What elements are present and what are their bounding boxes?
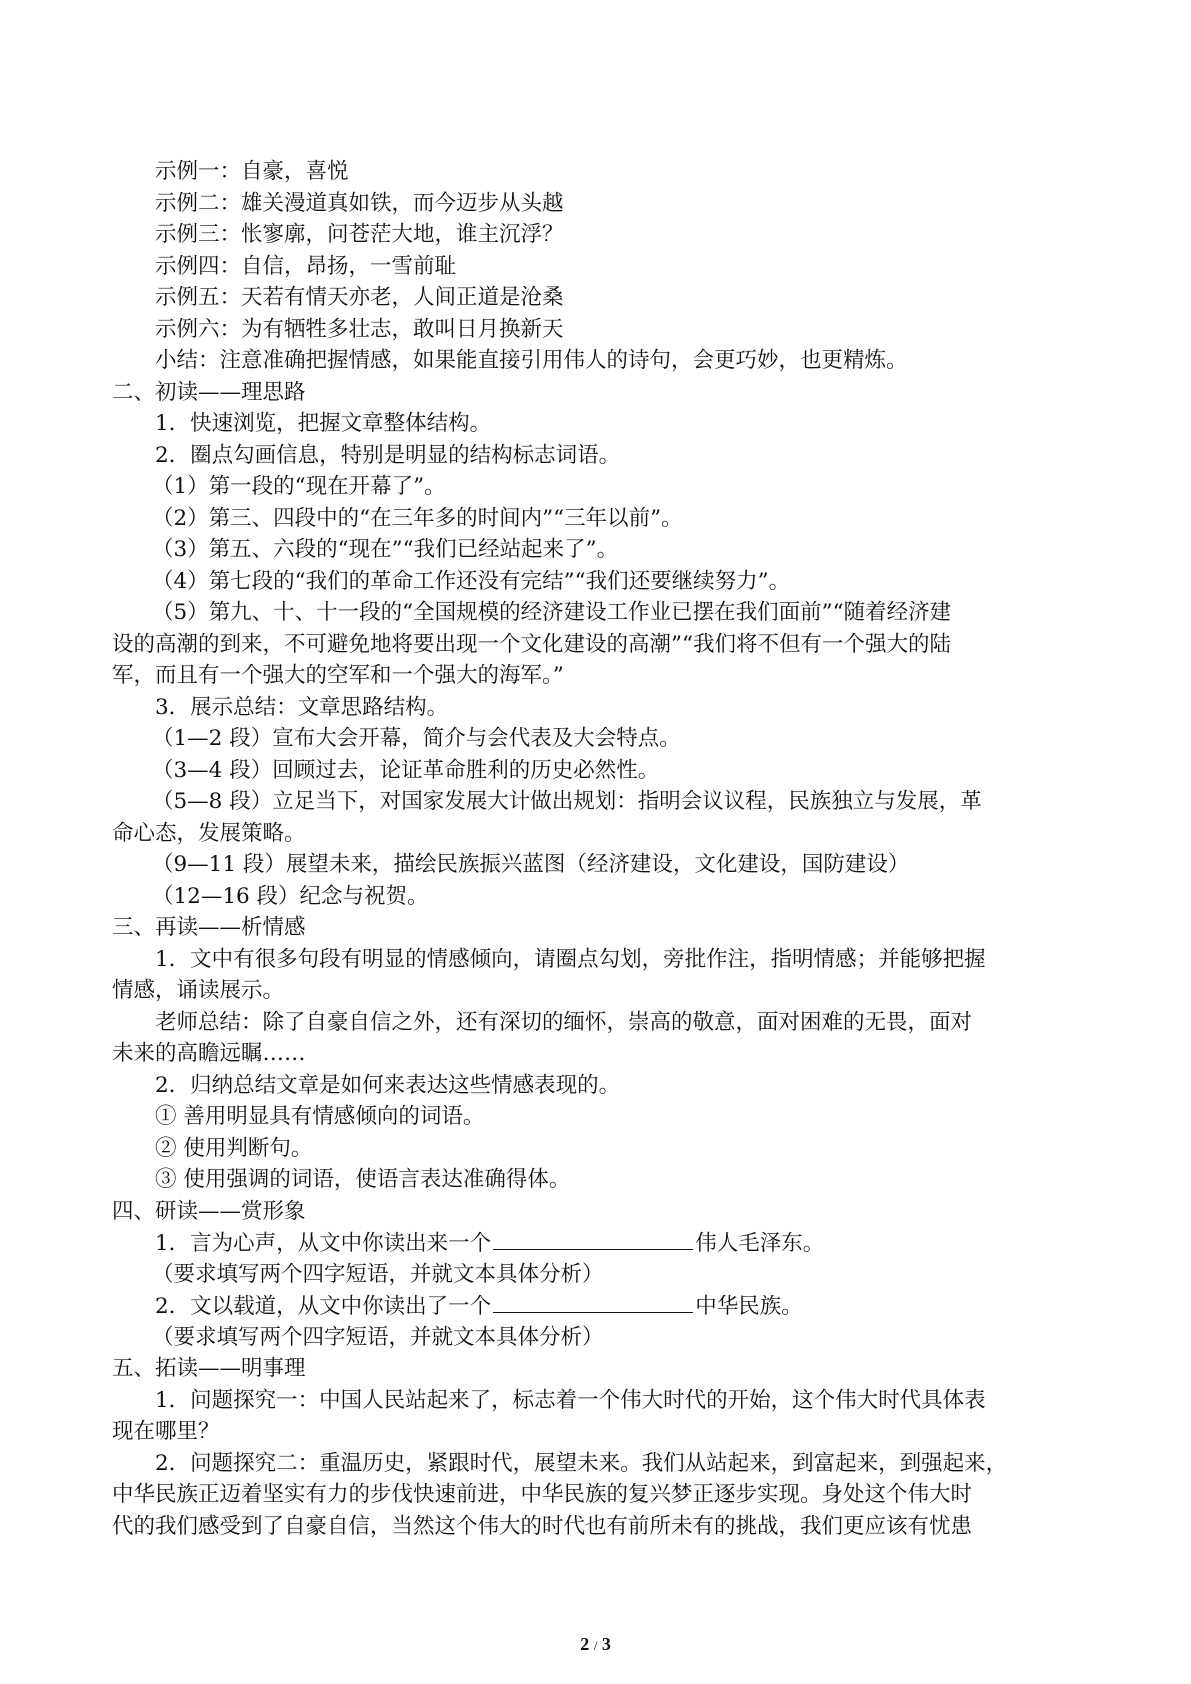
line-text: 小结：注意准确把握情感，如果能直接引用伟人的诗句，会更巧妙，也更精炼。 [155,348,908,373]
line-text: 代的我们感受到了自豪自信，当然这个伟大的时代也有前所未有的挑战，我们更应该有忧患 [112,1513,973,1539]
text-line [112,1385,1092,1417]
line-text: 3．展示总结：文章思路结构。 [155,694,449,720]
line-text: ① 善用明显具有情感倾向的词语。 [155,1104,485,1129]
line-text: （2）第三、四段中的“在三年多的时间内”“三年以前”。 [152,505,683,531]
line-text: （5）第九、十、十一段的“全国规模的经济建设工作业已摆在我们面前”“随着经济建 [152,600,952,625]
line-text: （4）第七段的“我们的革命工作还没有完结”“我们还要继续努力”。 [152,568,791,594]
text-line [112,440,1092,472]
line-text: （3）第五、六段的“现在”“我们已经站起来了”。 [152,537,619,562]
text-line [112,471,1092,503]
section-heading [112,912,1092,944]
text-line [112,1164,1092,1196]
line-text: 未来的高瞻远瞩…… [112,1041,306,1066]
line-text: ③ 使用强调的词语，使语言表达准确得体。 [155,1167,571,1192]
text-line [112,282,1092,314]
text-line [112,1038,1092,1070]
text-line [112,629,1092,661]
line-text: 军，而且有一个强大的空军和一个强大的海军。” [112,663,564,688]
text-line [112,1070,1092,1102]
current-page: 2 [580,1634,590,1654]
line-text: 2．圈点勾画信息，特别是明显的结构标志词语。 [155,442,621,468]
line-text: 1．问题探究一：中国人民站起来了，标志着一个伟大时代的开始，这个伟大时代具体表 [155,1387,986,1413]
text-line [112,1133,1092,1165]
line-text: 命心态，发展策略。 [112,820,306,846]
text-line [112,975,1092,1007]
text-line [112,1007,1092,1039]
text-line [112,692,1092,724]
line-text: 示例二：雄关漫道真如铁，而今迈步从头越 [155,190,564,216]
text-line [112,345,1092,377]
text-line [112,503,1092,535]
page-number [0,1634,1191,1655]
line-text: 示例一：自豪，喜悦 [155,159,349,184]
line-text: 三、再读——析情感 [112,915,306,940]
line-text: 五、拓读——明事理 [112,1356,306,1381]
text-line [112,849,1092,881]
text-line [112,660,1092,692]
line-text: 示例六：为有牺牲多壮志，敢叫日月换新天 [155,316,564,342]
text-line [112,881,1092,913]
section-heading [112,1196,1092,1228]
text-line [112,534,1092,566]
line-text: （5—8 段）立足当下，对国家发展大计做出规划：指明会议议程，民族独立与发展，革 [152,789,982,814]
line-text: ② 使用判断句。 [155,1135,313,1161]
text-line [112,1259,1092,1291]
text-line [112,597,1092,629]
line-text: 示例四：自信，昂扬，一雪前耻 [155,253,457,279]
line-text: 设的高潮的到来，不可避免地将要出现一个文化建设的高潮”“我们将不但有一个强大的陆 [112,631,951,657]
text-line [112,188,1092,220]
line-text-after-blank: 伟人毛泽东。 [695,1231,825,1256]
text-line [112,944,1092,976]
text-line [112,1322,1092,1354]
line-text: 示例五：天若有情天亦老，人间正道是沧桑 [155,285,564,310]
line-text: 1．言为心声，从文中你读出来一个 [155,1231,492,1256]
line-text: 1．快速浏览，把握文章整体结构。 [155,411,492,436]
text-line [112,1479,1092,1511]
line-text: 中华民族正迈着坚实有力的步伐快速前进，中华民族的复兴梦正逐步实现。身处这个伟大时 [112,1482,973,1507]
text-line [112,314,1092,346]
text-line [112,1290,1092,1322]
line-text: （12—16 段）纪念与祝贺。 [152,883,429,909]
line-text: 2．归纳总结文章是如何来表达这些情感表现的。 [155,1072,621,1098]
line-text: （要求填写两个四字短语，并就文本具体分析） [152,1261,604,1287]
line-text: （9—11 段）展望未来，描绘民族振兴蓝图（经济建设，文化建设，国防建设） [152,852,910,877]
text-line [112,408,1092,440]
page-separator: / [593,1638,598,1653]
text-line [112,156,1092,188]
text-line [112,251,1092,283]
line-text: 老师总结：除了自豪自信之外，还有深切的缅怀，崇高的敬意，面对困难的无畏，面对 [155,1009,973,1035]
section-heading [112,1353,1092,1385]
text-line [112,786,1092,818]
line-text: 2．文以载道，从文中你读出了一个 [155,1294,492,1319]
text-line [112,566,1092,598]
line-text: 示例三：怅寥廓，问苍茫大地，谁主沉浮？ [155,222,564,247]
text-line [112,1511,1092,1543]
text-line [112,1227,1092,1259]
text-line [112,755,1092,787]
line-text: 现在哪里？ [112,1419,220,1444]
line-text: 二、初读——理思路 [112,379,306,405]
line-text: （1—2 段）宣布大会开幕，简介与会代表及大会特点。 [152,726,681,751]
text-line [112,818,1092,850]
line-text: （1）第一段的“现在开幕了”。 [152,474,446,499]
total-pages: 3 [601,1634,611,1654]
line-text: （3—4 段）回顾过去，论证革命胜利的历史必然性。 [152,757,660,783]
text-line [112,1448,1092,1480]
line-text: 2．问题探究二：重温历史，紧跟时代，展望未来。我们从站起来，到富起来，到强起来， [155,1450,1008,1476]
section-heading [112,377,1092,409]
line-text: 1．文中有很多句段有明显的情感倾向，请圈点勾划，旁批作注，指明情感；并能够把握 [155,946,986,972]
document-body [112,156,1092,1542]
text-line [112,1416,1092,1448]
text-line [112,723,1092,755]
line-text: 情感，诵读展示。 [112,978,285,1003]
text-line [112,1101,1092,1133]
fill-in-blank[interactable] [493,1227,693,1250]
text-line [112,219,1092,251]
line-text: （要求填写两个四字短语，并就文本具体分析） [152,1324,604,1350]
line-text-after-blank: 中华民族。 [695,1294,803,1319]
fill-in-blank[interactable] [493,1290,693,1313]
line-text: 四、研读——赏形象 [112,1198,306,1224]
